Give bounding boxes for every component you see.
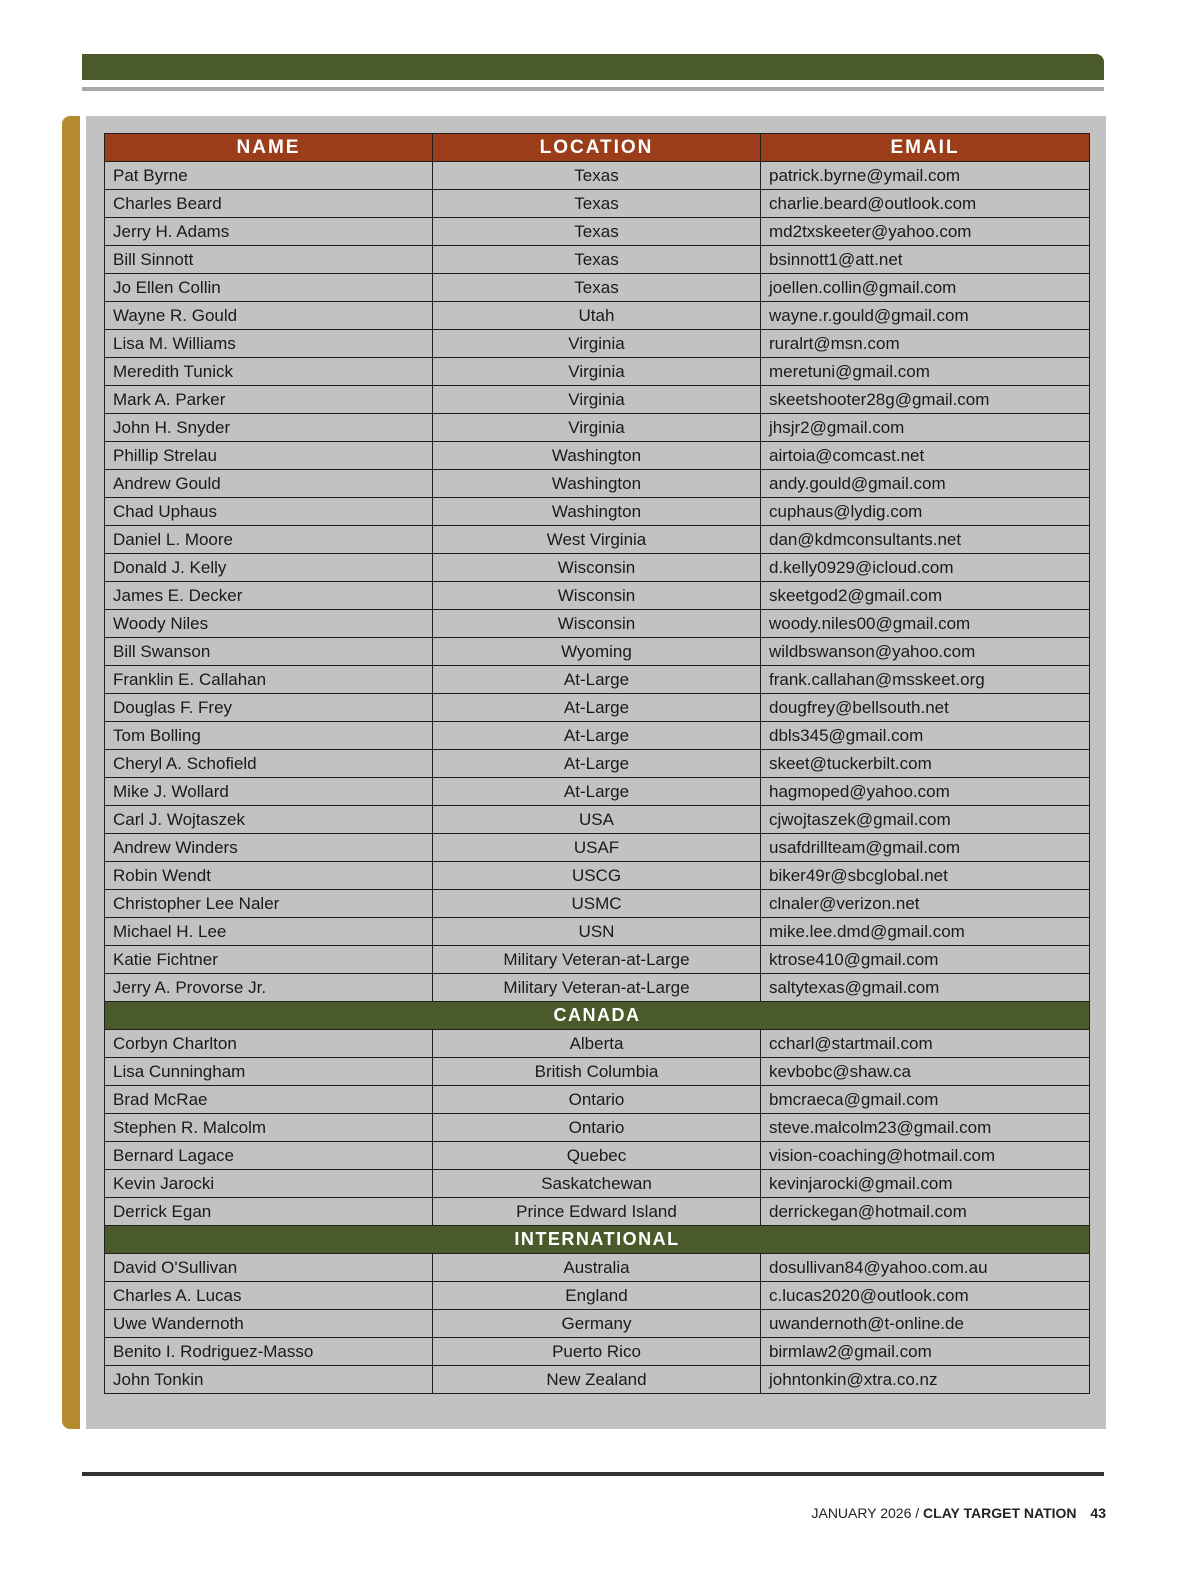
email-cell: frank.callahan@msskeet.org bbox=[761, 666, 1090, 694]
email-cell: biker49r@sbcglobal.net bbox=[761, 862, 1090, 890]
table-row bbox=[105, 162, 1090, 190]
email-cell: joellen.collin@gmail.com bbox=[761, 274, 1090, 302]
email-cell: saltytexas@gmail.com bbox=[761, 974, 1090, 1002]
table-row bbox=[105, 1170, 1090, 1198]
name-cell: Charles A. Lucas bbox=[105, 1282, 433, 1310]
name-cell: David O'Sullivan bbox=[105, 1254, 433, 1282]
location-cell: Wisconsin bbox=[433, 554, 761, 582]
email-cell: woody.niles00@gmail.com bbox=[761, 610, 1090, 638]
table-row bbox=[105, 778, 1090, 806]
table-row bbox=[105, 302, 1090, 330]
name-cell: Christopher Lee Naler bbox=[105, 890, 433, 918]
name-cell: Lisa Cunningham bbox=[105, 1058, 433, 1086]
location-cell: At-Large bbox=[433, 750, 761, 778]
name-cell: Cheryl A. Schofield bbox=[105, 750, 433, 778]
email-cell: d.kelly0929@icloud.com bbox=[761, 554, 1090, 582]
email-cell: ktrose410@gmail.com bbox=[761, 946, 1090, 974]
location-cell: Puerto Rico bbox=[433, 1338, 761, 1366]
table-row bbox=[105, 1058, 1090, 1086]
table-header-row bbox=[105, 134, 1090, 162]
page-footer bbox=[811, 1505, 1106, 1521]
email-cell: vision-coaching@hotmail.com bbox=[761, 1142, 1090, 1170]
header-location: LOCATION bbox=[433, 134, 761, 162]
location-cell: Germany bbox=[433, 1310, 761, 1338]
table-row bbox=[105, 386, 1090, 414]
name-cell: Mike J. Wollard bbox=[105, 778, 433, 806]
email-cell: dougfrey@bellsouth.net bbox=[761, 694, 1090, 722]
location-cell: Texas bbox=[433, 274, 761, 302]
email-cell: patrick.byrne@ymail.com bbox=[761, 162, 1090, 190]
side-accent-bar bbox=[62, 116, 80, 1429]
section-row bbox=[105, 1002, 1090, 1030]
email-cell: andy.gould@gmail.com bbox=[761, 470, 1090, 498]
name-cell: Bernard Lagace bbox=[105, 1142, 433, 1170]
name-cell: Jerry H. Adams bbox=[105, 218, 433, 246]
email-cell: birmlaw2@gmail.com bbox=[761, 1338, 1090, 1366]
name-cell: Bill Swanson bbox=[105, 638, 433, 666]
location-cell: British Columbia bbox=[433, 1058, 761, 1086]
name-cell: John Tonkin bbox=[105, 1366, 433, 1394]
table-row bbox=[105, 1254, 1090, 1282]
name-cell: Kevin Jarocki bbox=[105, 1170, 433, 1198]
table-row bbox=[105, 610, 1090, 638]
magazine-name: CLAY TARGET NATION bbox=[923, 1505, 1077, 1521]
location-cell: Alberta bbox=[433, 1030, 761, 1058]
email-cell: ccharl@startmail.com bbox=[761, 1030, 1090, 1058]
table-row bbox=[105, 862, 1090, 890]
location-cell: Australia bbox=[433, 1254, 761, 1282]
table-row bbox=[105, 218, 1090, 246]
location-cell: Virginia bbox=[433, 414, 761, 442]
email-cell: meretuni@gmail.com bbox=[761, 358, 1090, 386]
email-cell: derrickegan@hotmail.com bbox=[761, 1198, 1090, 1226]
email-cell: steve.malcolm23@gmail.com bbox=[761, 1114, 1090, 1142]
name-cell: Michael H. Lee bbox=[105, 918, 433, 946]
section-title: INTERNATIONAL bbox=[105, 1226, 1090, 1254]
email-cell: cjwojtaszek@gmail.com bbox=[761, 806, 1090, 834]
name-cell: Wayne R. Gould bbox=[105, 302, 433, 330]
location-cell: USN bbox=[433, 918, 761, 946]
table-row bbox=[105, 1086, 1090, 1114]
location-cell: Wisconsin bbox=[433, 582, 761, 610]
table-row bbox=[105, 442, 1090, 470]
page-number: 43 bbox=[1090, 1505, 1106, 1521]
table-row bbox=[105, 1114, 1090, 1142]
table-row bbox=[105, 1030, 1090, 1058]
name-cell: Carl J. Wojtaszek bbox=[105, 806, 433, 834]
name-cell: Stephen R. Malcolm bbox=[105, 1114, 433, 1142]
name-cell: James E. Decker bbox=[105, 582, 433, 610]
email-cell: kevinjarocki@gmail.com bbox=[761, 1170, 1090, 1198]
location-cell: Washington bbox=[433, 498, 761, 526]
location-cell: Texas bbox=[433, 162, 761, 190]
table-row bbox=[105, 274, 1090, 302]
table-row bbox=[105, 918, 1090, 946]
email-cell: dosullivan84@yahoo.com.au bbox=[761, 1254, 1090, 1282]
table-row bbox=[105, 582, 1090, 610]
location-cell: Wyoming bbox=[433, 638, 761, 666]
name-cell: Charles Beard bbox=[105, 190, 433, 218]
location-cell: Virginia bbox=[433, 330, 761, 358]
name-cell: Meredith Tunick bbox=[105, 358, 433, 386]
email-cell: jhsjr2@gmail.com bbox=[761, 414, 1090, 442]
name-cell: Corbyn Charlton bbox=[105, 1030, 433, 1058]
top-divider bbox=[82, 87, 1104, 91]
email-cell: skeet@tuckerbilt.com bbox=[761, 750, 1090, 778]
table-row bbox=[105, 358, 1090, 386]
email-cell: mike.lee.dmd@gmail.com bbox=[761, 918, 1090, 946]
name-cell: Brad McRae bbox=[105, 1086, 433, 1114]
table-row bbox=[105, 722, 1090, 750]
name-cell: Katie Fichtner bbox=[105, 946, 433, 974]
location-cell: West Virginia bbox=[433, 526, 761, 554]
location-cell: Wisconsin bbox=[433, 610, 761, 638]
name-cell: Phillip Strelau bbox=[105, 442, 433, 470]
name-cell: Franklin E. Callahan bbox=[105, 666, 433, 694]
top-header-band bbox=[82, 54, 1104, 80]
name-cell: Pat Byrne bbox=[105, 162, 433, 190]
table-row bbox=[105, 190, 1090, 218]
email-cell: dan@kdmconsultants.net bbox=[761, 526, 1090, 554]
location-cell: At-Large bbox=[433, 778, 761, 806]
table-row bbox=[105, 806, 1090, 834]
email-cell: charlie.beard@outlook.com bbox=[761, 190, 1090, 218]
table-row bbox=[105, 526, 1090, 554]
name-cell: Robin Wendt bbox=[105, 862, 433, 890]
name-cell: Tom Bolling bbox=[105, 722, 433, 750]
table-row bbox=[105, 246, 1090, 274]
location-cell: USMC bbox=[433, 890, 761, 918]
location-cell: Virginia bbox=[433, 358, 761, 386]
location-cell: England bbox=[433, 1282, 761, 1310]
table-row bbox=[105, 498, 1090, 526]
location-cell: Texas bbox=[433, 246, 761, 274]
location-cell: Military Veteran-at-Large bbox=[433, 974, 761, 1002]
location-cell: At-Large bbox=[433, 694, 761, 722]
table-row bbox=[105, 694, 1090, 722]
table-row bbox=[105, 1310, 1090, 1338]
header-name: NAME bbox=[105, 134, 433, 162]
table-row bbox=[105, 834, 1090, 862]
location-cell: USA bbox=[433, 806, 761, 834]
email-cell: dbls345@gmail.com bbox=[761, 722, 1090, 750]
email-cell: ruralrt@msn.com bbox=[761, 330, 1090, 358]
name-cell: Donald J. Kelly bbox=[105, 554, 433, 582]
table-row bbox=[105, 1282, 1090, 1310]
name-cell: Lisa M. Williams bbox=[105, 330, 433, 358]
table-row bbox=[105, 946, 1090, 974]
location-cell: USAF bbox=[433, 834, 761, 862]
email-cell: clnaler@verizon.net bbox=[761, 890, 1090, 918]
table-row bbox=[105, 1366, 1090, 1394]
location-cell: Washington bbox=[433, 470, 761, 498]
header-email: EMAIL bbox=[761, 134, 1090, 162]
table-row bbox=[105, 330, 1090, 358]
name-cell: Jo Ellen Collin bbox=[105, 274, 433, 302]
table-row bbox=[105, 974, 1090, 1002]
location-cell: Military Veteran-at-Large bbox=[433, 946, 761, 974]
email-cell: airtoia@comcast.net bbox=[761, 442, 1090, 470]
location-cell: Texas bbox=[433, 218, 761, 246]
email-cell: hagmoped@yahoo.com bbox=[761, 778, 1090, 806]
name-cell: Uwe Wandernoth bbox=[105, 1310, 433, 1338]
table-row bbox=[105, 750, 1090, 778]
location-cell: Ontario bbox=[433, 1086, 761, 1114]
location-cell: Saskatchewan bbox=[433, 1170, 761, 1198]
table-row bbox=[105, 414, 1090, 442]
name-cell: Bill Sinnott bbox=[105, 246, 433, 274]
location-cell: Prince Edward Island bbox=[433, 1198, 761, 1226]
location-cell: New Zealand bbox=[433, 1366, 761, 1394]
contact-table bbox=[104, 133, 1090, 1394]
email-cell: wildbswanson@yahoo.com bbox=[761, 638, 1090, 666]
bottom-divider bbox=[82, 1472, 1104, 1476]
email-cell: md2txskeeter@yahoo.com bbox=[761, 218, 1090, 246]
email-cell: johntonkin@xtra.co.nz bbox=[761, 1366, 1090, 1394]
name-cell: Douglas F. Frey bbox=[105, 694, 433, 722]
table-row bbox=[105, 890, 1090, 918]
location-cell: At-Large bbox=[433, 722, 761, 750]
name-cell: Daniel L. Moore bbox=[105, 526, 433, 554]
name-cell: John H. Snyder bbox=[105, 414, 433, 442]
email-cell: kevbobc@shaw.ca bbox=[761, 1058, 1090, 1086]
section-row bbox=[105, 1226, 1090, 1254]
table-body bbox=[105, 162, 1090, 1394]
name-cell: Mark A. Parker bbox=[105, 386, 433, 414]
table-row bbox=[105, 554, 1090, 582]
email-cell: wayne.r.gould@gmail.com bbox=[761, 302, 1090, 330]
location-cell: Utah bbox=[433, 302, 761, 330]
email-cell: cuphaus@lydig.com bbox=[761, 498, 1090, 526]
location-cell: Ontario bbox=[433, 1114, 761, 1142]
section-title: CANADA bbox=[105, 1002, 1090, 1030]
name-cell: Benito I. Rodriguez-Masso bbox=[105, 1338, 433, 1366]
table-row bbox=[105, 1142, 1090, 1170]
location-cell: Virginia bbox=[433, 386, 761, 414]
email-cell: usafdrillteam@gmail.com bbox=[761, 834, 1090, 862]
email-cell: c.lucas2020@outlook.com bbox=[761, 1282, 1090, 1310]
name-cell: Andrew Gould bbox=[105, 470, 433, 498]
issue-date: JANUARY 2026 / bbox=[811, 1505, 920, 1521]
email-cell: skeetgod2@gmail.com bbox=[761, 582, 1090, 610]
name-cell: Jerry A. Provorse Jr. bbox=[105, 974, 433, 1002]
name-cell: Woody Niles bbox=[105, 610, 433, 638]
table-row bbox=[105, 1198, 1090, 1226]
name-cell: Chad Uphaus bbox=[105, 498, 433, 526]
email-cell: bsinnott1@att.net bbox=[761, 246, 1090, 274]
email-cell: uwandernoth@t-online.de bbox=[761, 1310, 1090, 1338]
table-row bbox=[105, 1338, 1090, 1366]
email-cell: bmcraeca@gmail.com bbox=[761, 1086, 1090, 1114]
name-cell: Andrew Winders bbox=[105, 834, 433, 862]
email-cell: skeetshooter28g@gmail.com bbox=[761, 386, 1090, 414]
name-cell: Derrick Egan bbox=[105, 1198, 433, 1226]
location-cell: At-Large bbox=[433, 666, 761, 694]
table-row bbox=[105, 666, 1090, 694]
table-row bbox=[105, 470, 1090, 498]
location-cell: Quebec bbox=[433, 1142, 761, 1170]
location-cell: Texas bbox=[433, 190, 761, 218]
location-cell: Washington bbox=[433, 442, 761, 470]
location-cell: USCG bbox=[433, 862, 761, 890]
table-row bbox=[105, 638, 1090, 666]
